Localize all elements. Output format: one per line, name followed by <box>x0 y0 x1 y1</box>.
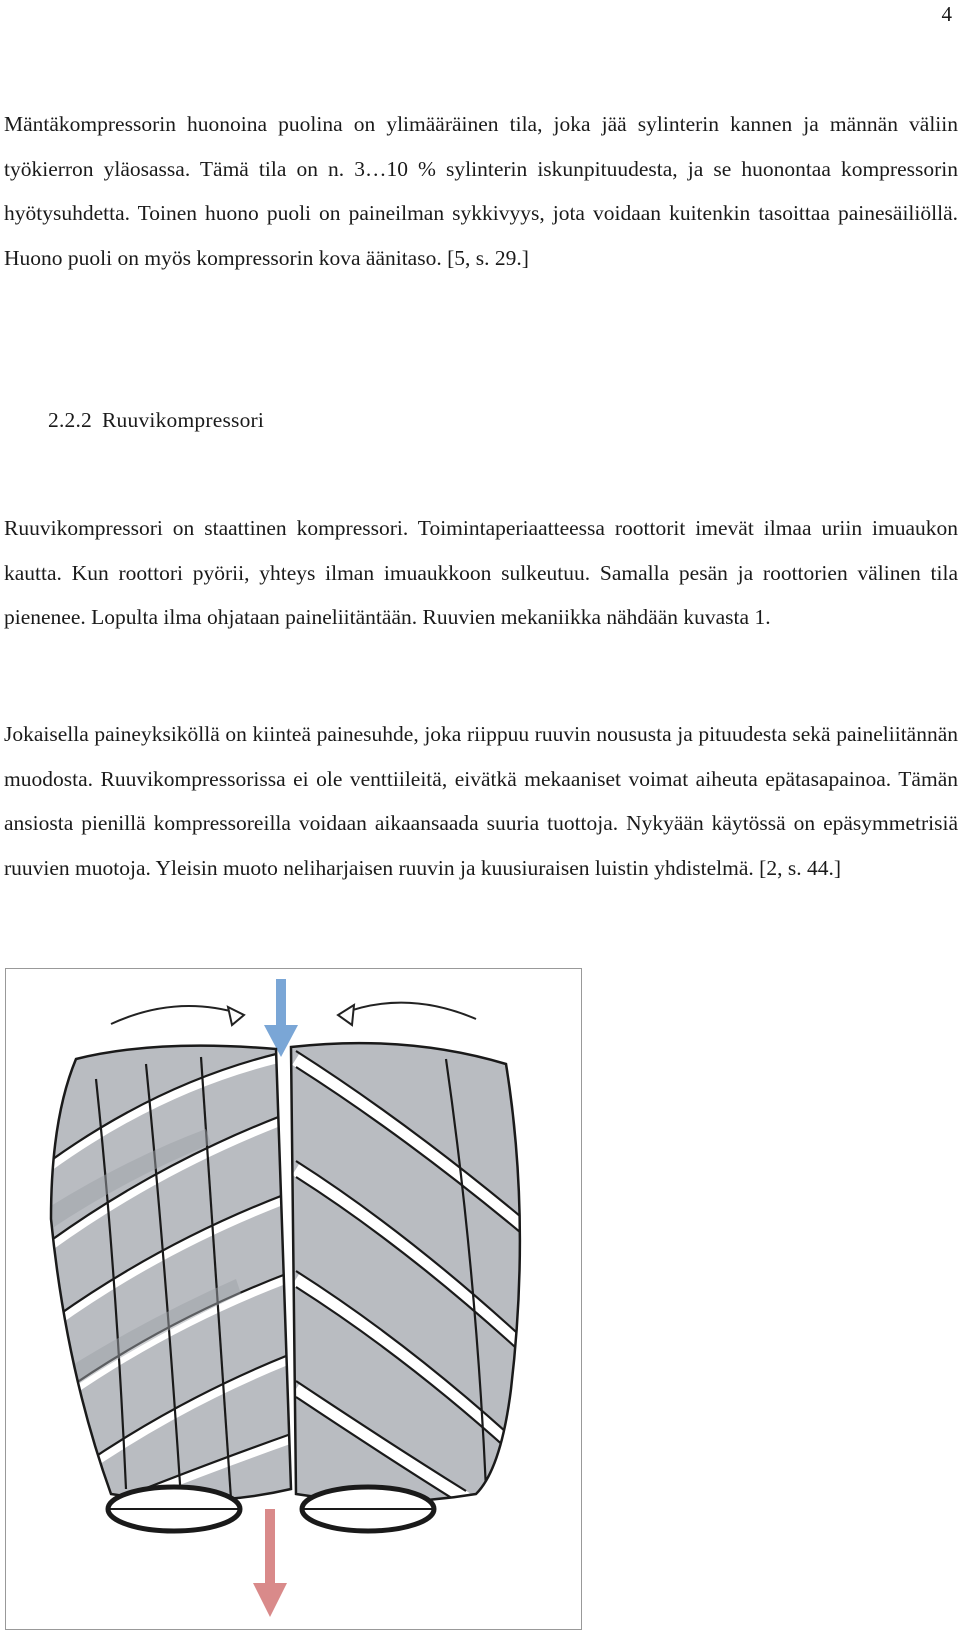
screw-compressor-figure <box>5 968 582 1630</box>
section-number: 2.2.2 <box>48 408 92 432</box>
left-rotor <box>36 1029 306 1509</box>
shaft-end-left <box>108 1487 240 1531</box>
screw-rotors-illustration <box>6 969 581 1629</box>
outlet-arrow <box>253 1509 287 1617</box>
rotation-arrow-left-head <box>228 1007 244 1025</box>
rotation-arrow-left <box>111 1006 241 1024</box>
shaft-end-right <box>302 1487 434 1531</box>
rotation-arrow-right-head <box>338 1005 354 1025</box>
section-title: Ruuvikompressori <box>102 408 265 432</box>
section-heading <box>48 408 264 433</box>
inlet-arrow <box>264 979 298 1057</box>
paragraph-pressure-ratio: Jokaisella paineyksiköllä on kiinteä painesuhde, joka riippuu ruuvin noususta ja pituudesta sekä paineliitännän muodosta. Ruuvikompressorissa ei ole venttiileitä, eivätkä mekaaniset voimat aiheuta epätasapainoa. Tämän ansiosta pienillä kompressoreilla voidaan aikaansaada suuria tuottoja. Nykyään käytössä on epäsymmetrisiä ruuvien muotoja. Yleisin muoto neliharjaisen ruuvin ja kuusiuraisen luistin yhdistelmä. [2, s. 44.] <box>4 722 958 880</box>
rotation-arrow-right <box>341 1003 476 1019</box>
right-rotor <box>286 1029 536 1509</box>
paragraph-principle: Ruuvikompressori on staattinen kompressori. Toimintaperiaatteessa roottorit imevät ilmaa uriin imuaukon kautta. Kun roottori pyörii, yhteys ilman imuaukkoon sulkeutuu. Samalla pesän ja roottorien välinen tila pienenee. Lopulta ilma ohjataan paineliitäntään. Ruuvien mekaniikka nähdään kuvasta 1. <box>4 516 958 630</box>
paragraph-disadvantages: Mäntäkompressorin huonoina puolina on ylimääräinen tila, joka jää sylinterin kannen ja männän väliin työkierron yläosassa. Tämä tila on n. 3…10 % sylinterin iskunpituudesta, ja se huonontaa kompressorin hyötysuhdetta. Toinen huono puoli on paineilman sykkivyys, jota voidaan kuitenkin tasoittaa painesäiliöllä. Huono puoli on myös kompressorin kova äänitaso. [5, s. 29.] <box>4 112 958 270</box>
page-number: 4 <box>941 2 952 26</box>
